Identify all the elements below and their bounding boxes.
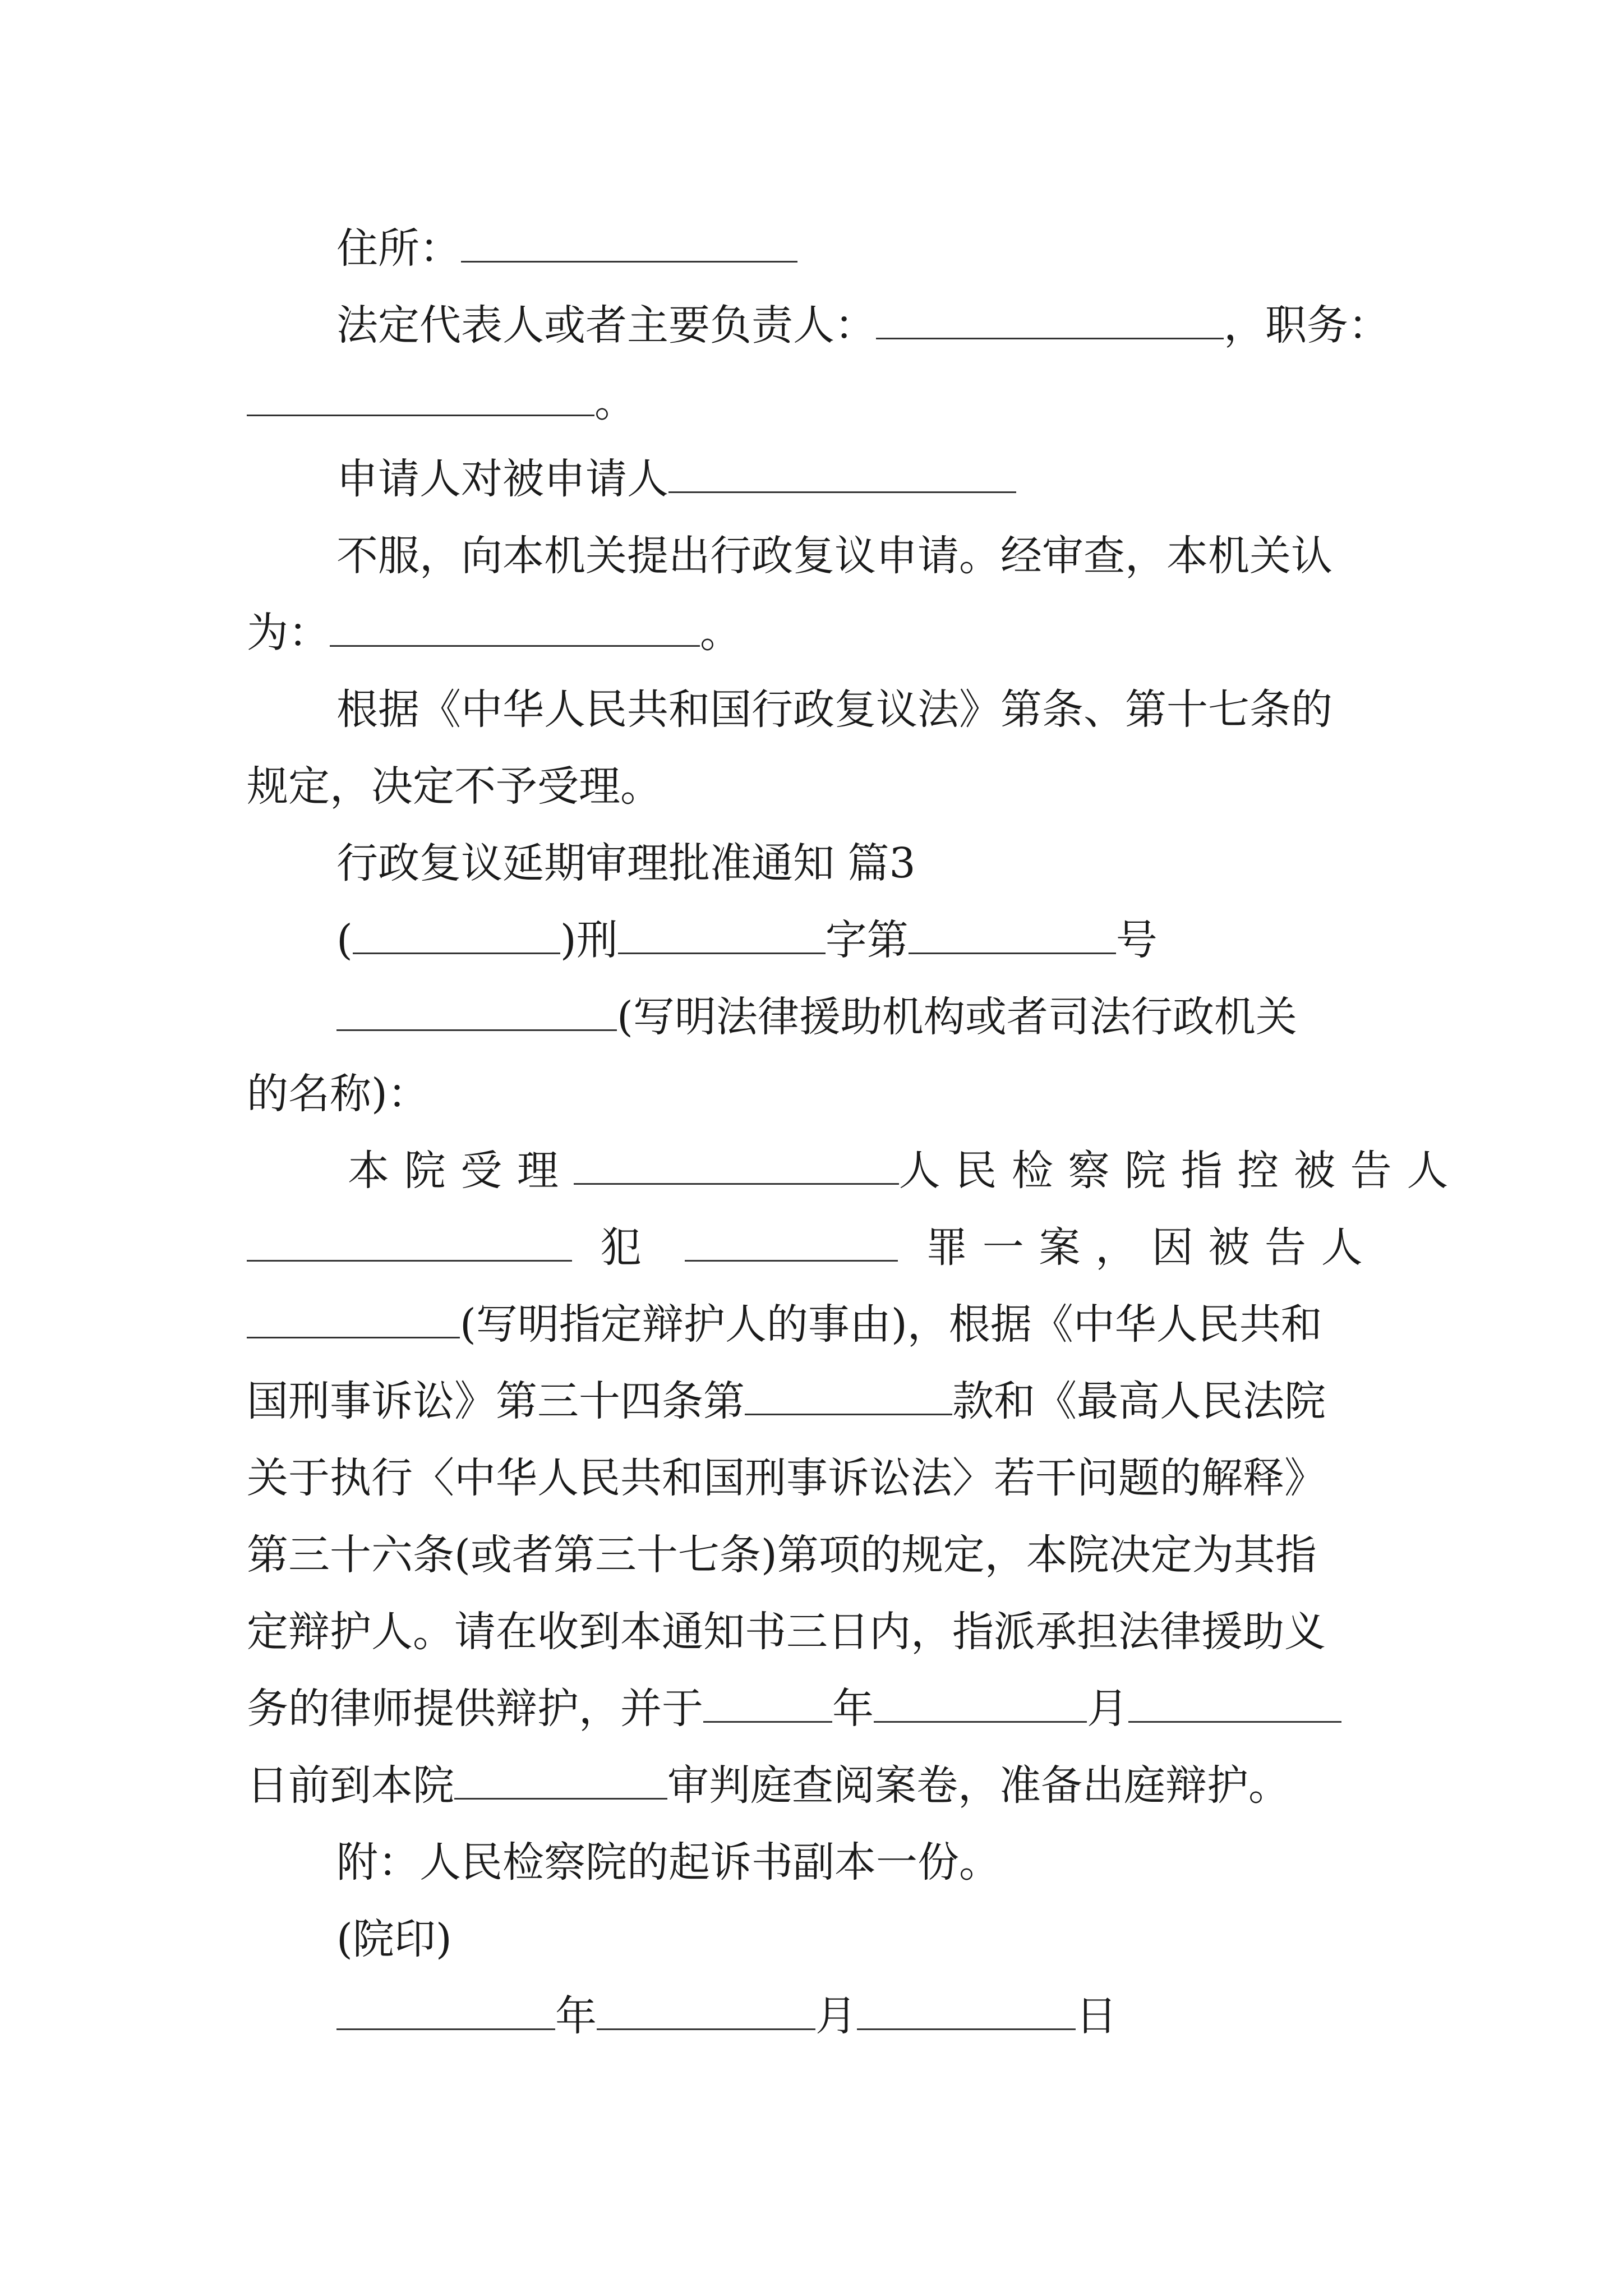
text: (写明指定辩护人的事由)，根据《中华人民共和 [460,1300,1322,1349]
text: 国刑事诉讼》第三十四条第 [247,1377,745,1425]
text: 务的律师提供辩护，并于 [247,1685,703,1733]
number-suffix: 号 [1115,916,1158,964]
date-month-blank [597,1994,815,2030]
attachment-text: 附：人民检察院的起诉书副本一份。 [336,1838,1000,1887]
text-line [247,758,1385,815]
date-line [336,1988,1385,2044]
month-label: 月 [1087,1685,1128,1733]
word-blank [618,918,826,954]
text: 关于执行〈中华人民共和国刑事诉讼法〉若干问题的解释》 [247,1454,1326,1502]
respondent-line [336,451,1385,507]
section-heading-text: 行政复议延期审理批准通知 篇3 [336,839,916,887]
text: 定辩护人。请在收到本通知书三日内，指派承担法律援助义 [247,1608,1326,1656]
date-day-blank [857,1994,1076,2030]
position-line [247,374,1385,430]
deadline-month-blank [874,1686,1087,1723]
text: 款和《最高人民法院 [952,1377,1326,1425]
address-label: 住所： [336,224,461,273]
addressee-blank [336,995,617,1031]
text: 的名称)： [247,1070,429,1118]
law-line [247,1373,1385,1429]
text: 规定，决定不予受理。 [247,762,662,811]
reason-line [247,1296,1385,1352]
number-prefix: 字第 [825,916,909,964]
opinion-blank [330,610,700,647]
deadline-line [247,1681,1385,1737]
respondent-label: 申请人对被申请人 [336,455,668,503]
month-label: 月 [815,1992,857,2040]
opinion-label: 为： [247,609,330,657]
defendant-blank [247,1225,572,1262]
opinion-end: 。 [700,609,741,657]
text-line [336,682,1385,738]
text: 日前到本院 [247,1761,454,1810]
seal-text: (院印) [336,1915,452,1963]
date-year-blank [336,1994,555,2030]
clause-blank [745,1379,952,1415]
text-line [336,528,1385,584]
text: 审判庭查阅案卷，准备出庭辩护。 [667,1761,1290,1810]
address-blank [461,226,797,263]
number-blank [909,918,1116,954]
text-line [247,1604,1385,1660]
text-line [247,1066,1385,1122]
position-blank [247,380,594,416]
text: 罪一案，因被告人 [926,1223,1378,1272]
text: 犯 [600,1223,657,1272]
opinion-line [247,605,1385,661]
text: 第三十六条(或者第三十七条)第项的规定，本院决定为其指 [247,1531,1317,1579]
attachment-line [336,1834,1385,1890]
year-blank [353,918,560,954]
court-line [247,1757,1385,1814]
tribunal-blank [454,1763,667,1800]
text: 本院受理 [348,1147,574,1195]
crime-blank [685,1225,898,1262]
year-label: 年 [832,1685,874,1733]
year-label: 年 [555,1992,597,2040]
paren-open: ( [336,916,353,964]
text: 根据《中华人民共和国行政复议法》第条、第十七条的 [336,685,1332,734]
text-line [247,1450,1385,1506]
deadline-day-blank [1128,1686,1341,1723]
position-label: ，职务： [1224,301,1390,349]
deadline-year-blank [703,1686,832,1723]
procuratorate-blank [574,1148,899,1185]
case-type-label: )刑 [560,916,618,964]
address-line [336,220,1385,277]
day-label: 日 [1076,1992,1117,2040]
seal-line [336,1911,1385,1967]
text: 人民检察院指控被告人 [898,1147,1463,1195]
defendant-name-blank [247,1302,460,1338]
legal-representative-blank [876,303,1224,339]
addressee-note: (写明法律援助机构或者司法行政机关 [617,993,1297,1041]
legal-representative-label: 法定代表人或者主要负责人： [336,301,876,349]
document-number-line [336,912,1385,968]
section-heading [336,835,1385,891]
charge-line [247,1220,1385,1276]
text-line [247,1527,1385,1583]
addressee-line [336,989,1385,1045]
position-end: 。 [594,378,636,426]
legal-representative-line [336,297,1390,353]
respondent-blank [668,457,1016,493]
text: 不服，向本机关提出行政复议申请。经审查，本机关认 [336,532,1332,580]
case-line [348,1143,1463,1199]
